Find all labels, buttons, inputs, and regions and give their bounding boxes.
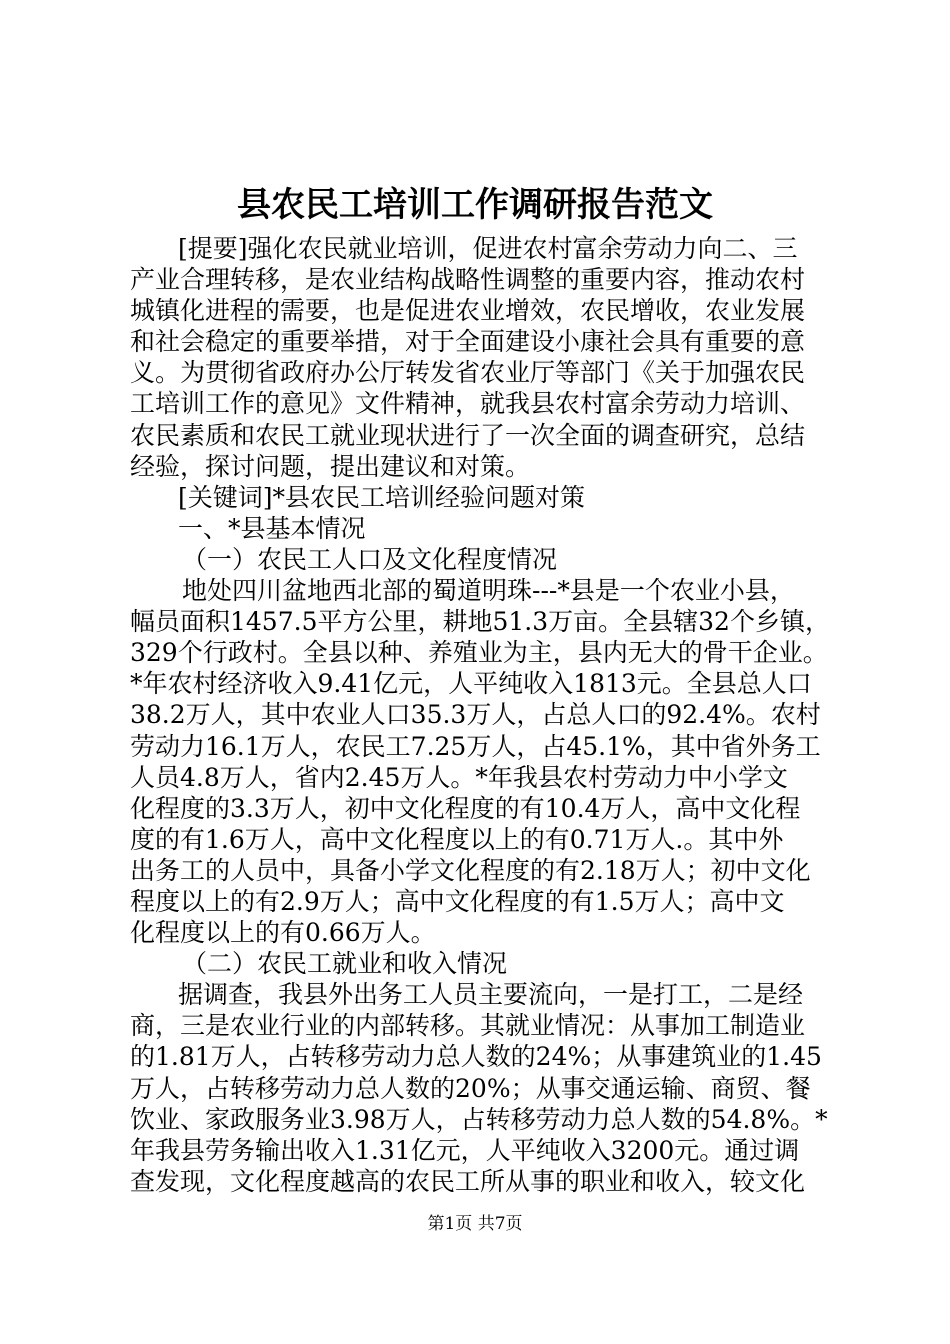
paragraph-line: 度的有1.6万人，高中文化程度以上的有0.71万人.。其中外: [130, 824, 784, 854]
paragraph-line: 329个行政村。全县以种、养殖业为主，县内无大的骨干企业。: [130, 638, 828, 668]
keywords-line: [关键词]*县农民工培训经验问题对策: [178, 482, 586, 512]
paragraph-line: 化程度的3.3万人，初中文化程度的有10.4万人，高中文化程: [130, 793, 801, 823]
paragraph-line: 经验，探讨问题，提出建议和对策。: [130, 451, 531, 481]
paragraph-line: 38.2万人，其中农业人口35.3万人，占总人口的92.4%。农村: [130, 700, 821, 730]
section-heading: 一、*县基本情况: [178, 513, 366, 543]
document-title: 县农民工培训工作调研报告范文: [237, 185, 713, 225]
document-body: [130, 233, 832, 1197]
paragraph-line: 查发现，文化程度越高的农民工所从事的职业和收入，较文化: [130, 1166, 806, 1196]
paragraph-line: *年农村经济收入9.41亿元，人平纯收入1813元。全县总人口: [130, 669, 812, 699]
paragraph-line: [提要]强化农民就业培训，促进农村富余劳动力向二、三: [178, 234, 798, 263]
paragraph-line: 劳动力16.1万人，农民工7.25万人，占45.1%，其中省外务工: [130, 731, 821, 761]
paragraph-line: 人员4.8万人，省内2.45万人。*年我县农村劳动力中小学文: [130, 762, 788, 792]
page-footer: 第1页 共7页: [427, 1214, 523, 1234]
paragraph-line: 农民素质和农民工就业现状进行了一次全面的调查研究，总结: [130, 420, 806, 450]
paragraph-line: 饮业、家政服务业3.98万人，占转移劳动力总人数的54.8%。*: [130, 1104, 828, 1134]
paragraph-line: 产业合理转移，是农业结构战略性调整的重要内容，推动农村: [130, 265, 806, 295]
paragraph-line: 工培训工作的意见》文件精神，就我县农村富余劳动力培训、: [130, 389, 806, 419]
paragraph-line: 义。为贯彻省政府办公厅转发省农业厅等部门《关于加强农民: [130, 358, 806, 388]
subsection-heading: （一）农民工人口及文化程度情况: [182, 544, 558, 574]
paragraph-line: 的1.81万人，占转移劳动力总人数的24%；从事建筑业的1.45: [130, 1042, 822, 1072]
paragraph-line: 出务工的人员中，具备小学文化程度的有2.18万人；初中文化: [130, 855, 811, 885]
subsection-heading: （二）农民工就业和收入情况: [182, 949, 508, 979]
paragraph-line: 化程度以上的有0.66万人。: [130, 918, 436, 948]
paragraph-line: 商，三是农业行业的内部转移。其就业情况：从事加工制造业: [130, 1011, 806, 1041]
paragraph-line: 城镇化进程的需要，也是促进农业增效，农民增收，农业发展: [130, 296, 806, 326]
paragraph-line: 和社会稳定的重要举措，对于全面建设小康社会具有重要的意: [130, 327, 806, 357]
paragraph-line: 地处四川盆地西北部的蜀道明珠---*县是一个农业小县，: [182, 576, 795, 606]
paragraph-line: 万人，占转移劳动力总人数的20%；从事交通运输、商贸、餐: [130, 1073, 811, 1103]
paragraph-line: 据调查，我县外出务工人员主要流向，一是打工，二是经: [178, 980, 804, 1010]
paragraph-line: 程度以上的有2.9万人；高中文化程度的有1.5万人；高中文: [130, 886, 785, 916]
paragraph-line: 年我县劳务输出收入1.31亿元，人平纯收入3200元。通过调: [130, 1135, 800, 1165]
paragraph-line: 幅员面积1457.5平方公里，耕地51.3万亩。全县辖32个乡镇，: [130, 607, 830, 637]
